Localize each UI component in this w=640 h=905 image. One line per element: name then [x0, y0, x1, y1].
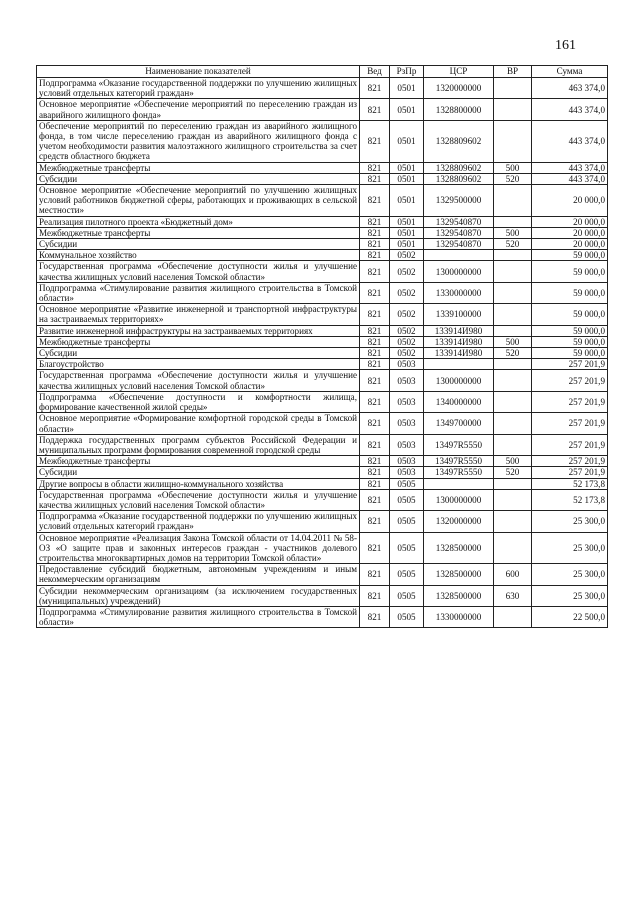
cell-ved: 821	[360, 325, 390, 336]
header-name: Наименование показателей	[37, 66, 360, 78]
cell-rzpr: 0505	[390, 606, 424, 627]
cell-name: Межбюджетные трансферты	[37, 162, 360, 173]
cell-csr: 1329540870	[424, 227, 494, 238]
table-row	[37, 413, 608, 434]
cell-rzpr: 0503	[390, 391, 424, 412]
cell-rzpr: 0501	[390, 99, 424, 120]
cell-ved: 821	[360, 162, 390, 173]
cell-sum: 257 201,9	[532, 467, 608, 478]
cell-name: Основное мероприятие «Развитие инженерной и транспортной инфраструктуры на застраиваемых территориях»	[37, 304, 360, 325]
cell-sum: 257 201,9	[532, 434, 608, 455]
cell-rzpr: 0502	[390, 250, 424, 261]
cell-sum: 257 201,9	[532, 370, 608, 391]
table-row	[37, 348, 608, 359]
cell-csr: 1328800000	[424, 99, 494, 120]
table-row	[37, 78, 608, 99]
budget-table	[36, 65, 608, 628]
cell-csr: 1329540870	[424, 216, 494, 227]
cell-rzpr: 0503	[390, 456, 424, 467]
cell-rzpr: 0501	[390, 239, 424, 250]
cell-rzpr: 0501	[390, 120, 424, 162]
cell-ved: 821	[360, 78, 390, 99]
cell-ved: 821	[360, 585, 390, 606]
table-row	[37, 585, 608, 606]
table-row	[37, 216, 608, 227]
cell-csr: 133914И980	[424, 336, 494, 347]
header-rzpr: РзПр	[390, 66, 424, 78]
cell-csr: 133914И980	[424, 325, 494, 336]
cell-ved: 821	[360, 456, 390, 467]
table-row	[37, 250, 608, 261]
cell-ved: 821	[360, 532, 390, 564]
cell-vr	[494, 370, 532, 391]
cell-rzpr: 0501	[390, 78, 424, 99]
cell-vr	[494, 216, 532, 227]
table-row	[37, 467, 608, 478]
table-row	[37, 239, 608, 250]
cell-rzpr: 0502	[390, 325, 424, 336]
cell-rzpr: 0502	[390, 336, 424, 347]
cell-sum: 59 000,0	[532, 282, 608, 303]
cell-rzpr: 0501	[390, 162, 424, 173]
cell-csr: 1300000000	[424, 489, 494, 510]
cell-vr	[494, 606, 532, 627]
cell-csr: 1328809602	[424, 120, 494, 162]
cell-vr: 500	[494, 227, 532, 238]
cell-ved: 821	[360, 250, 390, 261]
cell-sum: 443 374,0	[532, 120, 608, 162]
cell-rzpr: 0505	[390, 511, 424, 532]
cell-name: Подпрограмма «Стимулирование развития жилищного строительства в Томской области»	[37, 606, 360, 627]
cell-vr	[494, 413, 532, 434]
cell-csr: 1330000000	[424, 282, 494, 303]
cell-rzpr: 0502	[390, 304, 424, 325]
cell-rzpr: 0505	[390, 489, 424, 510]
cell-csr: 1300000000	[424, 261, 494, 282]
cell-csr: 1349700000	[424, 413, 494, 434]
table-row	[37, 532, 608, 564]
cell-name: Государственная программа «Обеспечение доступности жилья и улучшение качества жилищных условий населения Томской области»	[37, 370, 360, 391]
cell-name: Субсидии некоммерческим организациям (за исключением государственных (муниципальных) учреждений)	[37, 585, 360, 606]
cell-sum: 25 300,0	[532, 564, 608, 585]
cell-name: Подпрограмма «Стимулирование развития жилищного строительства в Томской области»	[37, 282, 360, 303]
cell-ved: 821	[360, 467, 390, 478]
cell-sum: 59 000,0	[532, 336, 608, 347]
cell-sum: 52 173,8	[532, 478, 608, 489]
cell-csr	[424, 250, 494, 261]
cell-sum: 257 201,9	[532, 359, 608, 370]
cell-sum: 257 201,9	[532, 413, 608, 434]
cell-sum: 443 374,0	[532, 99, 608, 120]
table-row	[37, 391, 608, 412]
header-vr: ВР	[494, 66, 532, 78]
cell-vr	[494, 489, 532, 510]
table-header-row	[37, 66, 608, 78]
cell-csr	[424, 359, 494, 370]
table-row	[37, 434, 608, 455]
cell-vr: 500	[494, 456, 532, 467]
cell-csr: 1320000000	[424, 78, 494, 99]
cell-ved: 821	[360, 216, 390, 227]
cell-ved: 821	[360, 359, 390, 370]
cell-ved: 821	[360, 99, 390, 120]
cell-ved: 821	[360, 282, 390, 303]
cell-vr	[494, 99, 532, 120]
cell-csr: 1330000000	[424, 606, 494, 627]
cell-ved: 821	[360, 239, 390, 250]
cell-rzpr: 0503	[390, 370, 424, 391]
cell-vr	[494, 434, 532, 455]
table-row	[37, 99, 608, 120]
table-row	[37, 261, 608, 282]
cell-ved: 821	[360, 413, 390, 434]
cell-rzpr: 0502	[390, 348, 424, 359]
cell-name: Основное мероприятие «Обеспечение мероприятий по улучшению жилищных условий работников бюджетной сферы, работающих и проживающих в сельской местности»	[37, 185, 360, 217]
cell-vr	[494, 478, 532, 489]
cell-csr: 1329500000	[424, 185, 494, 217]
cell-sum: 463 374,0	[532, 78, 608, 99]
cell-csr: 1328809602	[424, 173, 494, 184]
cell-vr: 600	[494, 564, 532, 585]
header-csr: ЦСР	[424, 66, 494, 78]
cell-sum: 59 000,0	[532, 261, 608, 282]
cell-csr: 1328500000	[424, 585, 494, 606]
cell-vr: 520	[494, 239, 532, 250]
cell-vr: 520	[494, 348, 532, 359]
cell-sum: 25 300,0	[532, 585, 608, 606]
cell-name: Благоустройство	[37, 359, 360, 370]
table-row	[37, 162, 608, 173]
cell-name: Другие вопросы в области жилищно-коммунального хозяйства	[37, 478, 360, 489]
cell-vr	[494, 391, 532, 412]
cell-ved: 821	[360, 120, 390, 162]
cell-rzpr: 0501	[390, 185, 424, 217]
cell-ved: 821	[360, 564, 390, 585]
cell-csr: 13497R5550	[424, 434, 494, 455]
cell-name: Развитие инженерной инфраструктуры на застраиваемых территориях	[37, 325, 360, 336]
cell-name: Государственная программа «Обеспечение доступности жилья и улучшение качества жилищных условий населения Томской области»	[37, 489, 360, 510]
table-row	[37, 173, 608, 184]
cell-sum: 257 201,9	[532, 456, 608, 467]
table-row	[37, 304, 608, 325]
cell-sum: 59 000,0	[532, 250, 608, 261]
cell-vr	[494, 250, 532, 261]
cell-vr	[494, 78, 532, 99]
cell-rzpr: 0505	[390, 532, 424, 564]
cell-ved: 821	[360, 261, 390, 282]
cell-name: Субсидии	[37, 239, 360, 250]
cell-name: Коммунальное хозяйство	[37, 250, 360, 261]
cell-sum: 52 173,8	[532, 489, 608, 510]
cell-vr	[494, 282, 532, 303]
cell-ved: 821	[360, 304, 390, 325]
cell-ved: 821	[360, 348, 390, 359]
cell-rzpr: 0505	[390, 585, 424, 606]
cell-csr: 1320000000	[424, 511, 494, 532]
cell-name: Основное мероприятие «Формирование комфортной городской среды в Томской области»	[37, 413, 360, 434]
cell-vr	[494, 304, 532, 325]
cell-rzpr: 0505	[390, 478, 424, 489]
table-row	[37, 282, 608, 303]
cell-csr: 13497R5550	[424, 467, 494, 478]
table-row	[37, 227, 608, 238]
cell-csr: 13497R5550	[424, 456, 494, 467]
table-row	[37, 489, 608, 510]
cell-ved: 821	[360, 511, 390, 532]
cell-rzpr: 0502	[390, 282, 424, 303]
table-row	[37, 478, 608, 489]
table-row	[37, 511, 608, 532]
cell-csr: 1340000000	[424, 391, 494, 412]
cell-csr: 1328500000	[424, 532, 494, 564]
cell-csr: 1339100000	[424, 304, 494, 325]
cell-sum: 59 000,0	[532, 325, 608, 336]
cell-rzpr: 0503	[390, 413, 424, 434]
cell-name: Основное мероприятие «Реализация Закона Томской области от 14.04.2011 № 58-ОЗ «О защите прав и законных интересов граждан - участников долевого строительства многоквартирных домов на территории Томской области»	[37, 532, 360, 564]
cell-sum: 257 201,9	[532, 391, 608, 412]
cell-vr: 500	[494, 162, 532, 173]
cell-ved: 821	[360, 185, 390, 217]
cell-sum: 59 000,0	[532, 304, 608, 325]
cell-vr: 630	[494, 585, 532, 606]
page-number: 161	[555, 38, 576, 53]
cell-sum: 20 000,0	[532, 227, 608, 238]
header-sum: Сумма	[532, 66, 608, 78]
cell-name: Межбюджетные трансферты	[37, 456, 360, 467]
header-ved: Вед	[360, 66, 390, 78]
cell-name: Обеспечение мероприятий по переселению граждан из аварийного жилищного фонда, в том числе переселению граждан из аварийного жилищного фонда с учетом необходимости развития малоэтажного жилищного строительства за счет средств областного бюджета	[37, 120, 360, 162]
cell-rzpr: 0501	[390, 216, 424, 227]
cell-name: Субсидии	[37, 467, 360, 478]
cell-name: Межбюджетные трансферты	[37, 227, 360, 238]
cell-sum: 443 374,0	[532, 162, 608, 173]
cell-name: Подпрограмма «Оказание государственной поддержки по улучшению жилищных условий отдельных категорий граждан»	[37, 78, 360, 99]
cell-ved: 821	[360, 370, 390, 391]
cell-vr	[494, 325, 532, 336]
cell-ved: 821	[360, 173, 390, 184]
cell-ved: 821	[360, 227, 390, 238]
cell-ved: 821	[360, 489, 390, 510]
cell-vr	[494, 359, 532, 370]
cell-vr	[494, 261, 532, 282]
cell-ved: 821	[360, 336, 390, 347]
cell-rzpr: 0503	[390, 434, 424, 455]
cell-sum: 20 000,0	[532, 216, 608, 227]
cell-csr: 1328809602	[424, 162, 494, 173]
cell-sum: 25 300,0	[532, 532, 608, 564]
cell-vr	[494, 532, 532, 564]
cell-csr: 1329540870	[424, 239, 494, 250]
table-row	[37, 185, 608, 217]
cell-csr: 133914И980	[424, 348, 494, 359]
cell-name: Подпрограмма «Обеспечение доступности и комфортности жилища, формирование качественной жилой среды»	[37, 391, 360, 412]
cell-name: Субсидии	[37, 173, 360, 184]
table-row	[37, 359, 608, 370]
cell-rzpr: 0501	[390, 227, 424, 238]
cell-vr: 520	[494, 467, 532, 478]
cell-name: Поддержка государственных программ субъектов Российской Федерации и муниципальных программ формирования современной городской среды	[37, 434, 360, 455]
table-row	[37, 370, 608, 391]
cell-vr	[494, 185, 532, 217]
cell-vr: 520	[494, 173, 532, 184]
cell-name: Межбюджетные трансферты	[37, 336, 360, 347]
cell-name: Подпрограмма «Оказание государственной поддержки по улучшению жилищных условий отдельных категорий граждан»	[37, 511, 360, 532]
cell-vr	[494, 120, 532, 162]
cell-ved: 821	[360, 434, 390, 455]
cell-sum: 20 000,0	[532, 185, 608, 217]
cell-csr	[424, 478, 494, 489]
cell-sum: 25 300,0	[532, 511, 608, 532]
cell-sum: 59 000,0	[532, 348, 608, 359]
cell-sum: 22 500,0	[532, 606, 608, 627]
table-row	[37, 120, 608, 162]
cell-name: Государственная программа «Обеспечение доступности жилья и улучшение качества жилищных условий населения Томской области»	[37, 261, 360, 282]
cell-sum: 20 000,0	[532, 239, 608, 250]
table-row	[37, 325, 608, 336]
cell-sum: 443 374,0	[532, 173, 608, 184]
cell-name: Предоставление субсидий бюджетным, автономным учреждениям и иным некоммерческим организациям	[37, 564, 360, 585]
cell-ved: 821	[360, 391, 390, 412]
cell-ved: 821	[360, 478, 390, 489]
cell-rzpr: 0503	[390, 359, 424, 370]
table-row	[37, 564, 608, 585]
cell-rzpr: 0503	[390, 467, 424, 478]
cell-rzpr: 0501	[390, 173, 424, 184]
cell-name: Субсидии	[37, 348, 360, 359]
cell-rzpr: 0502	[390, 261, 424, 282]
cell-name: Основное мероприятие «Обеспечение мероприятий по переселению граждан из аварийного жилищного фонда»	[37, 99, 360, 120]
table-row	[37, 456, 608, 467]
cell-vr	[494, 511, 532, 532]
cell-csr: 1300000000	[424, 370, 494, 391]
cell-name: Реализация пилотного проекта «Бюджетный дом»	[37, 216, 360, 227]
cell-csr: 1328500000	[424, 564, 494, 585]
cell-vr: 500	[494, 336, 532, 347]
table-row	[37, 336, 608, 347]
table-row	[37, 606, 608, 627]
cell-rzpr: 0505	[390, 564, 424, 585]
cell-ved: 821	[360, 606, 390, 627]
